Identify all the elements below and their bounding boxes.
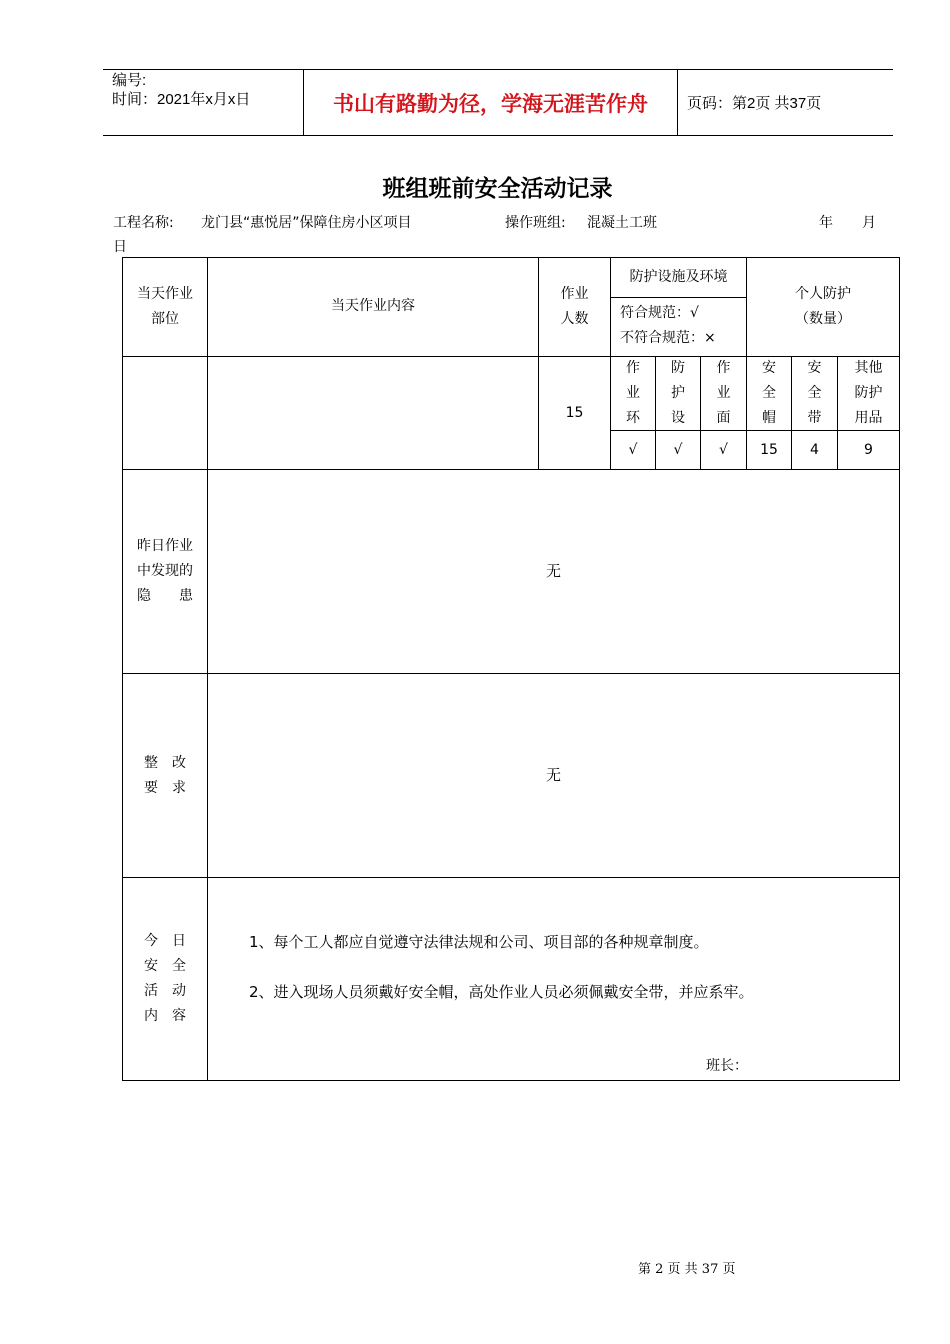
- val-helmet: 15: [760, 441, 778, 458]
- day-label: 日: [113, 239, 127, 255]
- sub-facility: 防 护 设: [671, 360, 685, 426]
- team-name: 混凝土工班: [587, 215, 657, 231]
- page-footer: 第 2 页 共 37 页: [638, 1262, 736, 1277]
- number-label: 编号:: [112, 72, 147, 89]
- val-surface: √: [719, 441, 728, 458]
- year-label: 年: [819, 215, 833, 231]
- hazard-label: 昨日作业 中发现的 隐 患: [137, 538, 193, 604]
- header-workers: 作业 人数: [560, 286, 589, 327]
- today-label: 今 日 安 全 活 动 内 容: [144, 933, 186, 1024]
- workers-value: 15: [565, 404, 584, 421]
- val-facility: √: [673, 441, 683, 458]
- month-label: 月: [862, 215, 876, 231]
- sub-surface: 作 业 面: [716, 360, 731, 426]
- header-protection: 防护设施及环境: [629, 269, 728, 285]
- rectify-value: 无: [545, 766, 561, 784]
- sub-helmet: 安 全 帽: [762, 360, 776, 426]
- sub-env: 作 业 环: [626, 360, 640, 426]
- today-item-1: 1、每个工人都应自觉遵守法律法规和公司、项目部的各种规章制度。: [249, 933, 709, 951]
- page-title: 班组班前安全活动记录: [382, 176, 613, 202]
- team-label: 操作班组:: [505, 215, 566, 231]
- val-other: 9: [864, 441, 873, 458]
- header-location: 当天作业 部位: [137, 286, 193, 327]
- page-code: 页码：第2页 共37页: [687, 95, 822, 112]
- val-belt: 4: [810, 441, 819, 458]
- sub-other: 其他 防护 用品: [854, 360, 883, 426]
- val-env: √: [628, 441, 638, 458]
- rectify-label: 整 改 要 求: [144, 754, 186, 796]
- motto-text: 书山有路勤为径，学海无涯苦作舟: [333, 92, 648, 116]
- header-personal: 个人防护 （数量）: [795, 286, 851, 327]
- project-label: 工程名称:: [113, 215, 174, 231]
- header-content: 当天作业内容: [331, 297, 415, 314]
- today-item-2: 2、进入现场人员须戴好安全帽，高处作业人员必须佩戴安全带，并应系牢。: [249, 983, 754, 1001]
- time-label: 时间：2021年x月x日: [112, 91, 251, 108]
- hazard-value: 无: [545, 562, 561, 580]
- leader-label: 班长：: [706, 1058, 748, 1074]
- sub-belt: 安 全 带: [807, 360, 822, 426]
- project-name: 龙门县“惠悦居”保障住房小区项目: [201, 215, 412, 231]
- header-conform: 符合规范：√ 不符合规范：×: [620, 305, 716, 346]
